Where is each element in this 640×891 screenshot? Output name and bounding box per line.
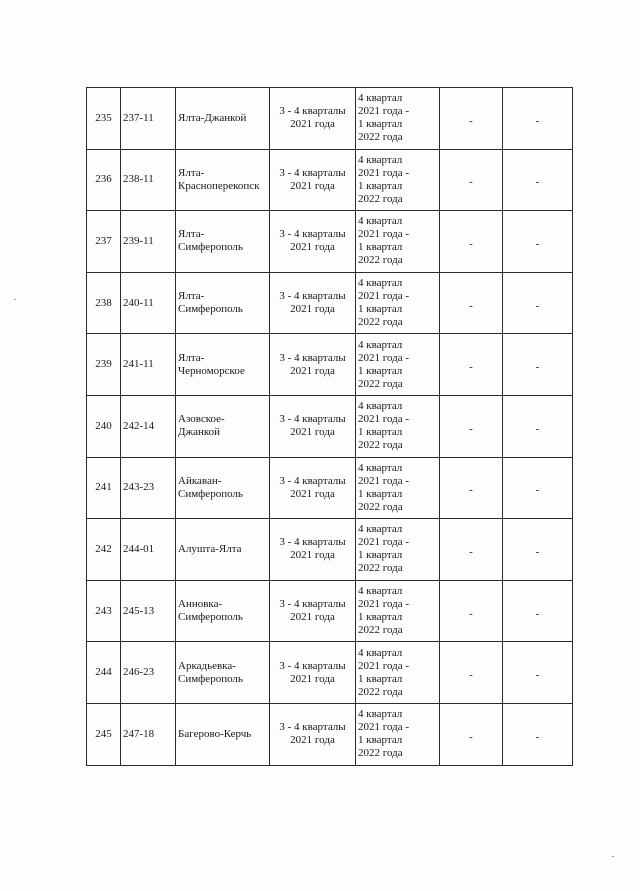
- cell-term-line: 1 квартал: [358, 426, 403, 439]
- cell-route-code: 240-11: [121, 272, 176, 334]
- cell-column-6: [440, 334, 503, 396]
- cell-route-name: [176, 272, 270, 334]
- scan-speck: [612, 856, 614, 857]
- dash-mark: -: [535, 607, 540, 620]
- cell-term-line: 4 квартал: [358, 338, 403, 351]
- cell-route-name-line: Аркадьевка-: [178, 659, 236, 672]
- cell-row-number: 236: [87, 149, 121, 211]
- cell-period: [270, 457, 356, 519]
- cell-term-line: 1 квартал: [358, 118, 403, 131]
- table-row: [87, 703, 573, 765]
- cell-column-7: [503, 395, 573, 457]
- table-row: [87, 88, 573, 150]
- dash-mark: -: [535, 484, 540, 497]
- cell-route-name-line: Ялта-: [178, 290, 205, 303]
- cell-term: [356, 580, 440, 642]
- cell-term-line: 2021 года -: [358, 659, 410, 672]
- cell-route-name-line: Симферополь: [178, 241, 243, 254]
- cell-period: [270, 642, 356, 704]
- dash-mark: -: [535, 176, 540, 189]
- cell-period-line: 3 - 4 кварталы: [279, 598, 346, 611]
- dash-mark: -: [535, 361, 540, 374]
- cell-term: [356, 457, 440, 519]
- cell-period: [270, 519, 356, 581]
- dash-mark: -: [469, 607, 473, 620]
- cell-period: [270, 211, 356, 273]
- dash-mark: -: [535, 237, 540, 250]
- cell-period-line: 3 - 4 кварталы: [279, 290, 346, 303]
- dash-mark: -: [535, 114, 540, 127]
- cell-term-line: 2022 года: [358, 131, 403, 144]
- cell-route-name-line: Красноперекопск: [178, 179, 260, 192]
- cell-route-code: 247-18: [121, 703, 176, 765]
- cell-period-line: 3 - 4 кварталы: [279, 228, 346, 241]
- cell-period-line: 3 - 4 кварталы: [279, 166, 346, 179]
- cell-term-line: 2021 года -: [358, 474, 410, 487]
- cell-route-name-line: Джанкой: [178, 426, 221, 439]
- cell-route-code: 238-11: [121, 149, 176, 211]
- cell-period-line: 2021 года: [290, 118, 335, 131]
- cell-route-name-line: Азовское-: [178, 413, 225, 426]
- dash-mark: -: [535, 669, 540, 682]
- cell-term-line: 2022 года: [358, 192, 403, 205]
- cell-period: [270, 395, 356, 457]
- cell-route-name-line: Черноморское: [178, 364, 245, 377]
- cell-column-6: [440, 272, 503, 334]
- cell-period-line: 2021 года: [290, 364, 335, 377]
- cell-column-7: [503, 272, 573, 334]
- dash-mark: -: [469, 299, 473, 312]
- cell-row-number: 243: [87, 580, 121, 642]
- cell-term-line: 1 квартал: [358, 611, 403, 624]
- dash-mark: -: [469, 237, 473, 250]
- cell-period-line: 2021 года: [290, 611, 335, 624]
- dash-mark: -: [535, 422, 540, 435]
- cell-route-name-line: Ялта-Джанкой: [178, 111, 247, 124]
- cell-route-name-line: Симферополь: [178, 487, 243, 500]
- table-row: [87, 580, 573, 642]
- cell-route-code: 237-11: [121, 88, 176, 150]
- cell-period-line: 3 - 4 кварталы: [279, 351, 346, 364]
- cell-column-7: [503, 88, 573, 150]
- cell-column-6: [440, 211, 503, 273]
- cell-period-line: 3 - 4 кварталы: [279, 105, 346, 118]
- cell-column-7: [503, 149, 573, 211]
- dash-mark: -: [535, 545, 540, 558]
- cell-row-number: 235: [87, 88, 121, 150]
- cell-column-7: [503, 580, 573, 642]
- cell-route-name-line: Симферополь: [178, 672, 243, 685]
- cell-term: [356, 334, 440, 396]
- cell-period: [270, 88, 356, 150]
- cell-column-7: [503, 211, 573, 273]
- cell-column-7: [503, 519, 573, 581]
- cell-term-line: 1 квартал: [358, 672, 403, 685]
- cell-term-line: 4 квартал: [358, 585, 403, 598]
- cell-route-name: [176, 580, 270, 642]
- cell-term: [356, 149, 440, 211]
- cell-term: [356, 211, 440, 273]
- cell-term: [356, 519, 440, 581]
- cell-term-line: 2022 года: [358, 439, 403, 452]
- dash-mark: -: [535, 730, 540, 743]
- cell-column-7: [503, 334, 573, 396]
- cell-term-line: 1 квартал: [358, 179, 403, 192]
- cell-term-line: 2021 года -: [358, 290, 410, 303]
- table-row: [87, 149, 573, 211]
- dash-mark: -: [469, 361, 473, 374]
- cell-term-line: 2021 года -: [358, 413, 410, 426]
- cell-column-6: [440, 457, 503, 519]
- cell-term-line: 2022 года: [358, 747, 403, 760]
- cell-term: [356, 272, 440, 334]
- cell-term-line: 4 квартал: [358, 92, 403, 105]
- cell-period-line: 2021 года: [290, 426, 335, 439]
- cell-term-line: 2022 года: [358, 562, 403, 575]
- cell-route-name: [176, 703, 270, 765]
- cell-period-line: 3 - 4 кварталы: [279, 721, 346, 734]
- cell-period-line: 3 - 4 кварталы: [279, 536, 346, 549]
- cell-term-line: 2021 года -: [358, 536, 410, 549]
- table-row: [87, 519, 573, 581]
- table-row: [87, 457, 573, 519]
- cell-period-line: 2021 года: [290, 179, 335, 192]
- cell-row-number: 244: [87, 642, 121, 704]
- cell-term-line: 2021 года -: [358, 351, 410, 364]
- table-body: [87, 88, 573, 766]
- table-row: [87, 642, 573, 704]
- cell-term-line: 1 квартал: [358, 549, 403, 562]
- scan-speck: [14, 299, 16, 300]
- table-row: [87, 395, 573, 457]
- cell-term-line: 2021 года -: [358, 598, 410, 611]
- cell-period: [270, 149, 356, 211]
- cell-period-line: 2021 года: [290, 672, 335, 685]
- cell-term-line: 2022 года: [358, 377, 403, 390]
- cell-row-number: 240: [87, 395, 121, 457]
- cell-column-7: [503, 703, 573, 765]
- dash-mark: -: [469, 176, 473, 189]
- cell-period-line: 2021 года: [290, 241, 335, 254]
- cell-route-name: [176, 395, 270, 457]
- cell-route-name: [176, 149, 270, 211]
- cell-term-line: 2022 года: [358, 254, 403, 267]
- dash-mark: -: [469, 484, 473, 497]
- cell-route-name: [176, 211, 270, 273]
- cell-period: [270, 272, 356, 334]
- cell-route-name-line: Багерово-Керчь: [178, 727, 252, 740]
- cell-term: [356, 395, 440, 457]
- cell-row-number: 237: [87, 211, 121, 273]
- dash-mark: -: [469, 669, 473, 682]
- cell-period-line: 2021 года: [290, 303, 335, 316]
- cell-term-line: 2022 года: [358, 624, 403, 637]
- cell-period-line: 3 - 4 кварталы: [279, 474, 346, 487]
- cell-period-line: 2021 года: [290, 734, 335, 747]
- dash-mark: -: [469, 730, 473, 743]
- cell-row-number: 241: [87, 457, 121, 519]
- cell-term-line: 2021 года -: [358, 166, 410, 179]
- cell-term-line: 4 квартал: [358, 215, 403, 228]
- cell-route-name: [176, 457, 270, 519]
- cell-term-line: 1 квартал: [358, 241, 403, 254]
- cell-row-number: 239: [87, 334, 121, 396]
- cell-term-line: 2022 года: [358, 316, 403, 329]
- cell-period: [270, 334, 356, 396]
- cell-route-name-line: Ялта-: [178, 228, 205, 241]
- cell-period: [270, 703, 356, 765]
- cell-term-line: 4 квартал: [358, 523, 403, 536]
- cell-route-name-line: Айкаван-: [178, 474, 222, 487]
- cell-route-name-line: Анновка-: [178, 598, 223, 611]
- cell-row-number: 238: [87, 272, 121, 334]
- cell-route-name-line: Ялта-: [178, 166, 205, 179]
- cell-route-code: 246-23: [121, 642, 176, 704]
- table-row: [87, 334, 573, 396]
- cell-term-line: 4 квартал: [358, 400, 403, 413]
- cell-term-line: 1 квартал: [358, 734, 403, 747]
- cell-term: [356, 703, 440, 765]
- cell-column-7: [503, 457, 573, 519]
- cell-route-code: 244-01: [121, 519, 176, 581]
- cell-term-line: 2022 года: [358, 685, 403, 698]
- cell-term-line: 2022 года: [358, 500, 403, 513]
- cell-term-line: 2021 года -: [358, 105, 410, 118]
- cell-column-7: [503, 642, 573, 704]
- cell-route-code: 245-13: [121, 580, 176, 642]
- cell-column-6: [440, 580, 503, 642]
- table-row: [87, 272, 573, 334]
- route-schedule-table: [86, 87, 573, 766]
- cell-row-number: 245: [87, 703, 121, 765]
- cell-term: [356, 642, 440, 704]
- cell-column-6: [440, 88, 503, 150]
- cell-route-name: [176, 334, 270, 396]
- cell-route-name-line: Ялта-: [178, 351, 205, 364]
- cell-route-name: [176, 642, 270, 704]
- cell-route-name-line: Симферополь: [178, 611, 243, 624]
- cell-term: [356, 88, 440, 150]
- cell-row-number: 242: [87, 519, 121, 581]
- dash-mark: -: [469, 114, 473, 127]
- dash-mark: -: [535, 299, 540, 312]
- dash-mark: -: [469, 422, 473, 435]
- cell-term-line: 4 квартал: [358, 708, 403, 721]
- cell-term-line: 1 квартал: [358, 303, 403, 316]
- cell-term-line: 2021 года -: [358, 228, 410, 241]
- cell-term-line: 4 квартал: [358, 277, 403, 290]
- cell-route-name: [176, 519, 270, 581]
- cell-route-name-line: Симферополь: [178, 303, 243, 316]
- cell-route-code: 242-14: [121, 395, 176, 457]
- cell-column-6: [440, 703, 503, 765]
- cell-route-code: 241-11: [121, 334, 176, 396]
- cell-period-line: 2021 года: [290, 549, 335, 562]
- cell-term-line: 4 квартал: [358, 461, 403, 474]
- cell-route-code: 243-23: [121, 457, 176, 519]
- cell-term-line: 2021 года -: [358, 721, 410, 734]
- cell-column-6: [440, 519, 503, 581]
- cell-term-line: 4 квартал: [358, 153, 403, 166]
- cell-route-name: [176, 88, 270, 150]
- cell-term-line: 1 квартал: [358, 364, 403, 377]
- cell-period: [270, 580, 356, 642]
- cell-column-6: [440, 395, 503, 457]
- dash-mark: -: [469, 545, 473, 558]
- table-row: [87, 211, 573, 273]
- cell-column-6: [440, 642, 503, 704]
- cell-period-line: 3 - 4 кварталы: [279, 413, 346, 426]
- cell-route-name-line: Алушта-Ялта: [178, 542, 242, 555]
- cell-column-6: [440, 149, 503, 211]
- cell-route-code: 239-11: [121, 211, 176, 273]
- cell-period-line: 2021 года: [290, 487, 335, 500]
- cell-period-line: 3 - 4 кварталы: [279, 659, 346, 672]
- cell-term-line: 4 квартал: [358, 646, 403, 659]
- cell-term-line: 1 квартал: [358, 487, 403, 500]
